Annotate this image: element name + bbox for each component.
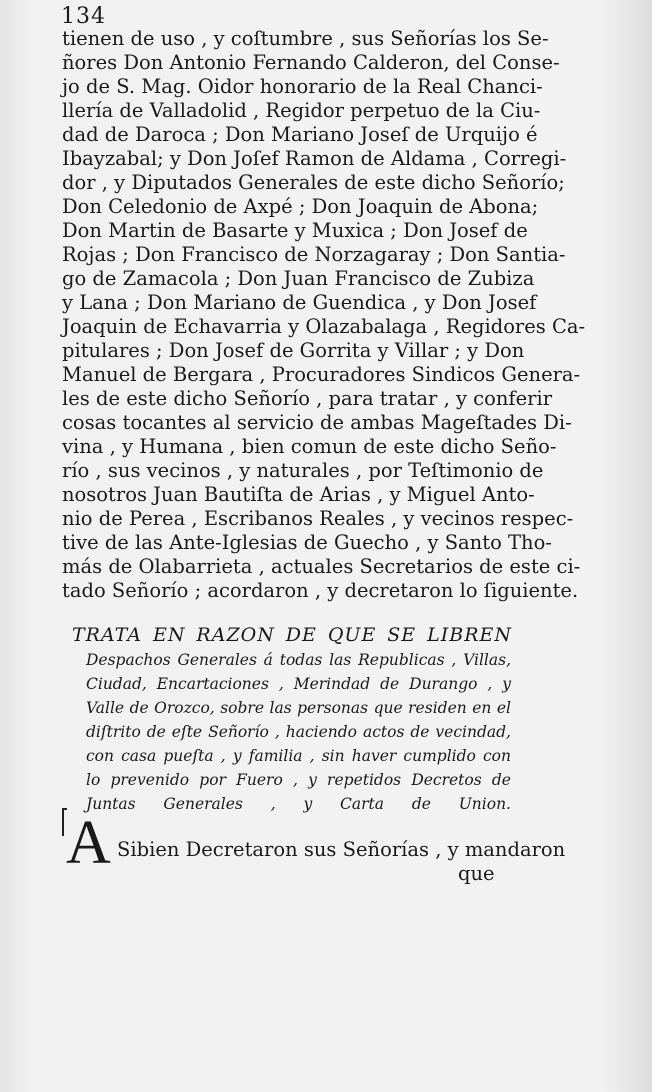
body-line: Manuel de Bergara , Procuradores Sindicos Genera- [62, 363, 581, 386]
body-line: Don Martin de Basarte y Muxica ; Don Josef de [62, 219, 528, 242]
section-line: Despachos Generales á todas las Republicas , Villas, [86, 651, 511, 669]
body-line: tive de las Ante-Iglesias de Guecho , y Santo Tho- [62, 531, 552, 554]
paragraph-lead-line: Sibien Decretaron sus Señorías , y mandaron [117, 838, 566, 861]
page-number: 134 [61, 4, 106, 29]
body-line: pitulares ; Don Josef de Gorrita y Villar ; y Don [62, 339, 525, 362]
body-line: go de Zamacola ; Don Juan Francisco de Zubiza [62, 267, 535, 290]
catchword: que [458, 862, 495, 885]
body-line: Joaquin de Echavarria y Olazabalaga , Regidores Ca- [62, 315, 586, 338]
section-line: diſtrito de eſte Señorío , haciendo actos de vecindad, [86, 723, 511, 741]
body-line: nio de Perea , Escribanos Reales , y vecinos respec- [62, 507, 574, 530]
body-line: dor , y Diputados Generales de este dicho Señorío; [62, 171, 565, 194]
body-line: Rojas ; Don Francisco de Norzagaray ; Don Santia- [62, 243, 566, 266]
body-line: Don Celedonio de Axpé ; Don Joaquin de Abona; [62, 195, 539, 218]
body-line: más de Olabarrieta , actuales Secretarios de este ci- [62, 555, 581, 578]
body-line: y Lana ; Don Mariano de Guendica , y Don Josef [62, 291, 537, 314]
section-heading: TRATA EN RAZON DE QUE SE LIBREN [72, 624, 512, 646]
section-line: Valle de Orozco, sobre las personas que residen en el [86, 699, 511, 717]
body-line: les de este dicho Señorío , para tratar , y conferir [62, 387, 553, 410]
body-line: Ibayzabal; y Don Joſef Ramon de Aldama , Corregi- [62, 147, 567, 170]
body-line: dad de Daroca ; Don Mariano Joseſ de Urquijo é [62, 123, 538, 146]
body-line: nosotros Juan Bautiſta de Arias , y Miguel Anto- [62, 483, 535, 506]
body-line: cosas tocantes al servicio de ambas Mageſtades Di- [62, 411, 572, 434]
drop-cap: A [66, 809, 111, 877]
section-line: Ciudad, Encartaciones , Merindad de Durango , y [86, 675, 511, 693]
section-line: Juntas Generales , y Carta de Union. [86, 795, 511, 813]
body-line: tado Señorío ; acordaron , y decretaron lo ſiguiente. [62, 579, 579, 602]
body-line: río , sus vecinos , y naturales , por Teſtimonio de [62, 459, 544, 482]
body-line: llería de Valladolid , Regidor perpetuo de la Ciu- [62, 99, 541, 122]
section-line: con casa pueſta , y familia , sin haver cumplido con [86, 747, 511, 765]
body-line: ñores Don Antonio Fernando Calderon, del Conse- [62, 51, 560, 74]
body-line: jo de S. Mag. Oidor honorario de la Real Chanci- [62, 75, 543, 98]
section-line: lo prevenido por Fuero , y repetidos Decretos de [86, 771, 511, 789]
body-line: tienen de uso , y coſtumbre , sus Señorías los Se- [62, 27, 549, 50]
body-line: vina , y Humana , bien comun de este dicho Seño- [62, 435, 557, 458]
